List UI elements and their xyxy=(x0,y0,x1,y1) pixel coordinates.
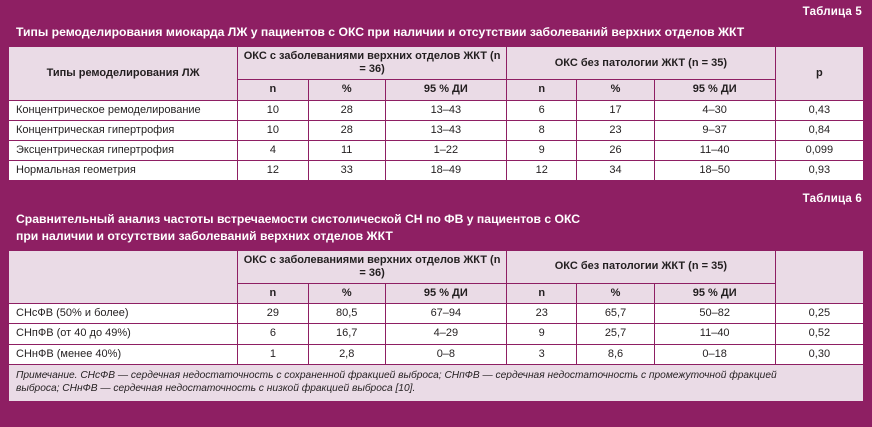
table6-row0-b-pct: 65,7 xyxy=(577,304,654,324)
table5-row0-b-n: 6 xyxy=(506,100,577,120)
table5-row3-b-pct: 34 xyxy=(577,161,654,181)
table5-row2-b-n: 9 xyxy=(506,141,577,161)
table5-row1-a-ci: 13–43 xyxy=(385,120,506,140)
table-row xyxy=(9,344,864,364)
table5-sub-a-n: n xyxy=(238,80,309,100)
table-row xyxy=(9,120,864,140)
table5-row1-label: Концентрическая гипертрофия xyxy=(9,120,238,140)
table6-row1-a-n: 6 xyxy=(238,324,309,344)
table5-block xyxy=(8,6,864,181)
table5-group-a: ОКС с заболеваниями верхних отделов ЖКТ (n = 36) xyxy=(238,47,507,80)
table5-sub-b-ci: 95 % ДИ xyxy=(654,80,775,100)
table5-row0-label: Концентрическое ремоделирование xyxy=(9,100,238,120)
table6-title-line1: Сравнительный анализ частоты встречаемости систолической СН по ФВ у пациентов с ОКС xyxy=(16,212,581,227)
table5-col-p: p xyxy=(775,47,863,101)
table5-title: Типы ремоделирования миокарда ЛЖ у пациентов с ОКС при наличии и отсутствии заболеваний верхних отделов ЖКТ xyxy=(16,25,745,39)
table5-row1-b-ci: 9–37 xyxy=(654,120,775,140)
table6-row2-a-pct: 2,8 xyxy=(308,344,385,364)
table6 xyxy=(8,250,864,365)
table6-row1-b-ci: 11–40 xyxy=(654,324,775,344)
table5-row0-a-pct: 28 xyxy=(308,100,385,120)
table5-row2-a-ci: 1–22 xyxy=(385,141,506,161)
table5-row3-b-n: 12 xyxy=(506,161,577,181)
table6-group-b: ОКС без патологии ЖКТ (n = 35) xyxy=(506,250,775,283)
table5-sub-a-ci: 95 % ДИ xyxy=(385,80,506,100)
table6-sub-b-ci: 95 % ДИ xyxy=(654,283,775,303)
table6-row0-a-ci: 67–94 xyxy=(385,304,506,324)
table6-row2-b-pct: 8,6 xyxy=(577,344,654,364)
table6-row0-a-pct: 80,5 xyxy=(308,304,385,324)
table5-sub-a-pct: % xyxy=(308,80,385,100)
table5-row2-a-n: 4 xyxy=(238,141,309,161)
table5-row0-a-ci: 13–43 xyxy=(385,100,506,120)
table6-caption: Таблица 6 xyxy=(802,193,862,206)
table5-row3-a-ci: 18–49 xyxy=(385,161,506,181)
table5-sub-b-n: n xyxy=(506,80,577,100)
table5-row1-p: 0,84 xyxy=(775,120,863,140)
table6-row0-label: СНсФВ (50% и более) xyxy=(9,304,238,324)
table6-note xyxy=(8,365,864,403)
table5-row0-a-n: 10 xyxy=(238,100,309,120)
table5-row1-b-pct: 23 xyxy=(577,120,654,140)
table6-note-line2: выброса; СНнФВ — сердечная недостаточность с низкой фракцией выброса [10]. xyxy=(16,383,416,395)
table6-row0-p: 0,25 xyxy=(775,304,863,324)
table5-row1-a-pct: 28 xyxy=(308,120,385,140)
table6-sub-b-pct: % xyxy=(577,283,654,303)
table6-header-row-1 xyxy=(9,250,864,283)
table5-row3-a-n: 12 xyxy=(238,161,309,181)
table6-col-label xyxy=(9,250,238,304)
table6-row2-b-ci: 0–18 xyxy=(654,344,775,364)
table6-row2-b-n: 3 xyxy=(506,344,577,364)
table5-row0-p: 0,43 xyxy=(775,100,863,120)
table-row xyxy=(9,304,864,324)
table5-row0-b-ci: 4–30 xyxy=(654,100,775,120)
table6-sub-a-n: n xyxy=(238,283,309,303)
table6-row0-a-n: 29 xyxy=(238,304,309,324)
table5-col-label: Типы ремоделирования ЛЖ xyxy=(9,47,238,101)
table6-row0-b-ci: 50–82 xyxy=(654,304,775,324)
table5-header-row-1 xyxy=(9,47,864,80)
table5-row1-a-n: 10 xyxy=(238,120,309,140)
table5-row1-b-n: 8 xyxy=(506,120,577,140)
table6-block xyxy=(8,193,864,402)
table5-group-b: ОКС без патологии ЖКТ (n = 35) xyxy=(506,47,775,80)
table6-row1-a-pct: 16,7 xyxy=(308,324,385,344)
table5-caption: Таблица 5 xyxy=(802,6,862,18)
table6-row2-a-ci: 0–8 xyxy=(385,344,506,364)
table5-row2-p: 0,099 xyxy=(775,141,863,161)
table6-row1-p: 0,52 xyxy=(775,324,863,344)
table6-note-line1: Примечание. СНсФВ — сердечная недостаточность с сохраненной фракцией выброса; СНпФВ — сердечная недостаточность с промежуточной фракцией xyxy=(16,369,777,381)
table6-title-line2: при наличии и отсутствии заболеваний верхних отделов ЖКТ xyxy=(16,228,393,243)
table5-row2-label: Эксцентрическая гипертрофия xyxy=(9,141,238,161)
table6-row1-a-ci: 4–29 xyxy=(385,324,506,344)
table6-title xyxy=(8,208,864,249)
table6-col-p xyxy=(775,250,863,304)
table5-sub-b-pct: % xyxy=(577,80,654,100)
table6-row0-b-n: 23 xyxy=(506,304,577,324)
table6-sub-a-pct: % xyxy=(308,283,385,303)
table6-row2-label: СНнФВ (менее 40%) xyxy=(9,344,238,364)
table-row xyxy=(9,161,864,181)
table5-row3-b-ci: 18–50 xyxy=(654,161,775,181)
table5-row3-p: 0,93 xyxy=(775,161,863,181)
table5-row2-b-pct: 26 xyxy=(577,141,654,161)
table6-row1-b-n: 9 xyxy=(506,324,577,344)
table-row xyxy=(9,141,864,161)
table5-row2-b-ci: 11–40 xyxy=(654,141,775,161)
table5-row3-a-pct: 33 xyxy=(308,161,385,181)
table5-row0-b-pct: 17 xyxy=(577,100,654,120)
table6-group-a: ОКС с заболеваниями верхних отделов ЖКТ (n = 36) xyxy=(238,250,507,283)
table6-row1-label: СНпФВ (от 40 до 49%) xyxy=(9,324,238,344)
table6-sub-b-n: n xyxy=(506,283,577,303)
table-row xyxy=(9,100,864,120)
table-row xyxy=(9,324,864,344)
table5-row2-a-pct: 11 xyxy=(308,141,385,161)
table5-row3-label: Нормальная геометрия xyxy=(9,161,238,181)
section-divider xyxy=(8,183,864,193)
table6-row1-b-pct: 25,7 xyxy=(577,324,654,344)
table6-row2-p: 0,30 xyxy=(775,344,863,364)
table5 xyxy=(8,46,864,181)
table6-row2-a-n: 1 xyxy=(238,344,309,364)
table6-sub-a-ci: 95 % ДИ xyxy=(385,283,506,303)
